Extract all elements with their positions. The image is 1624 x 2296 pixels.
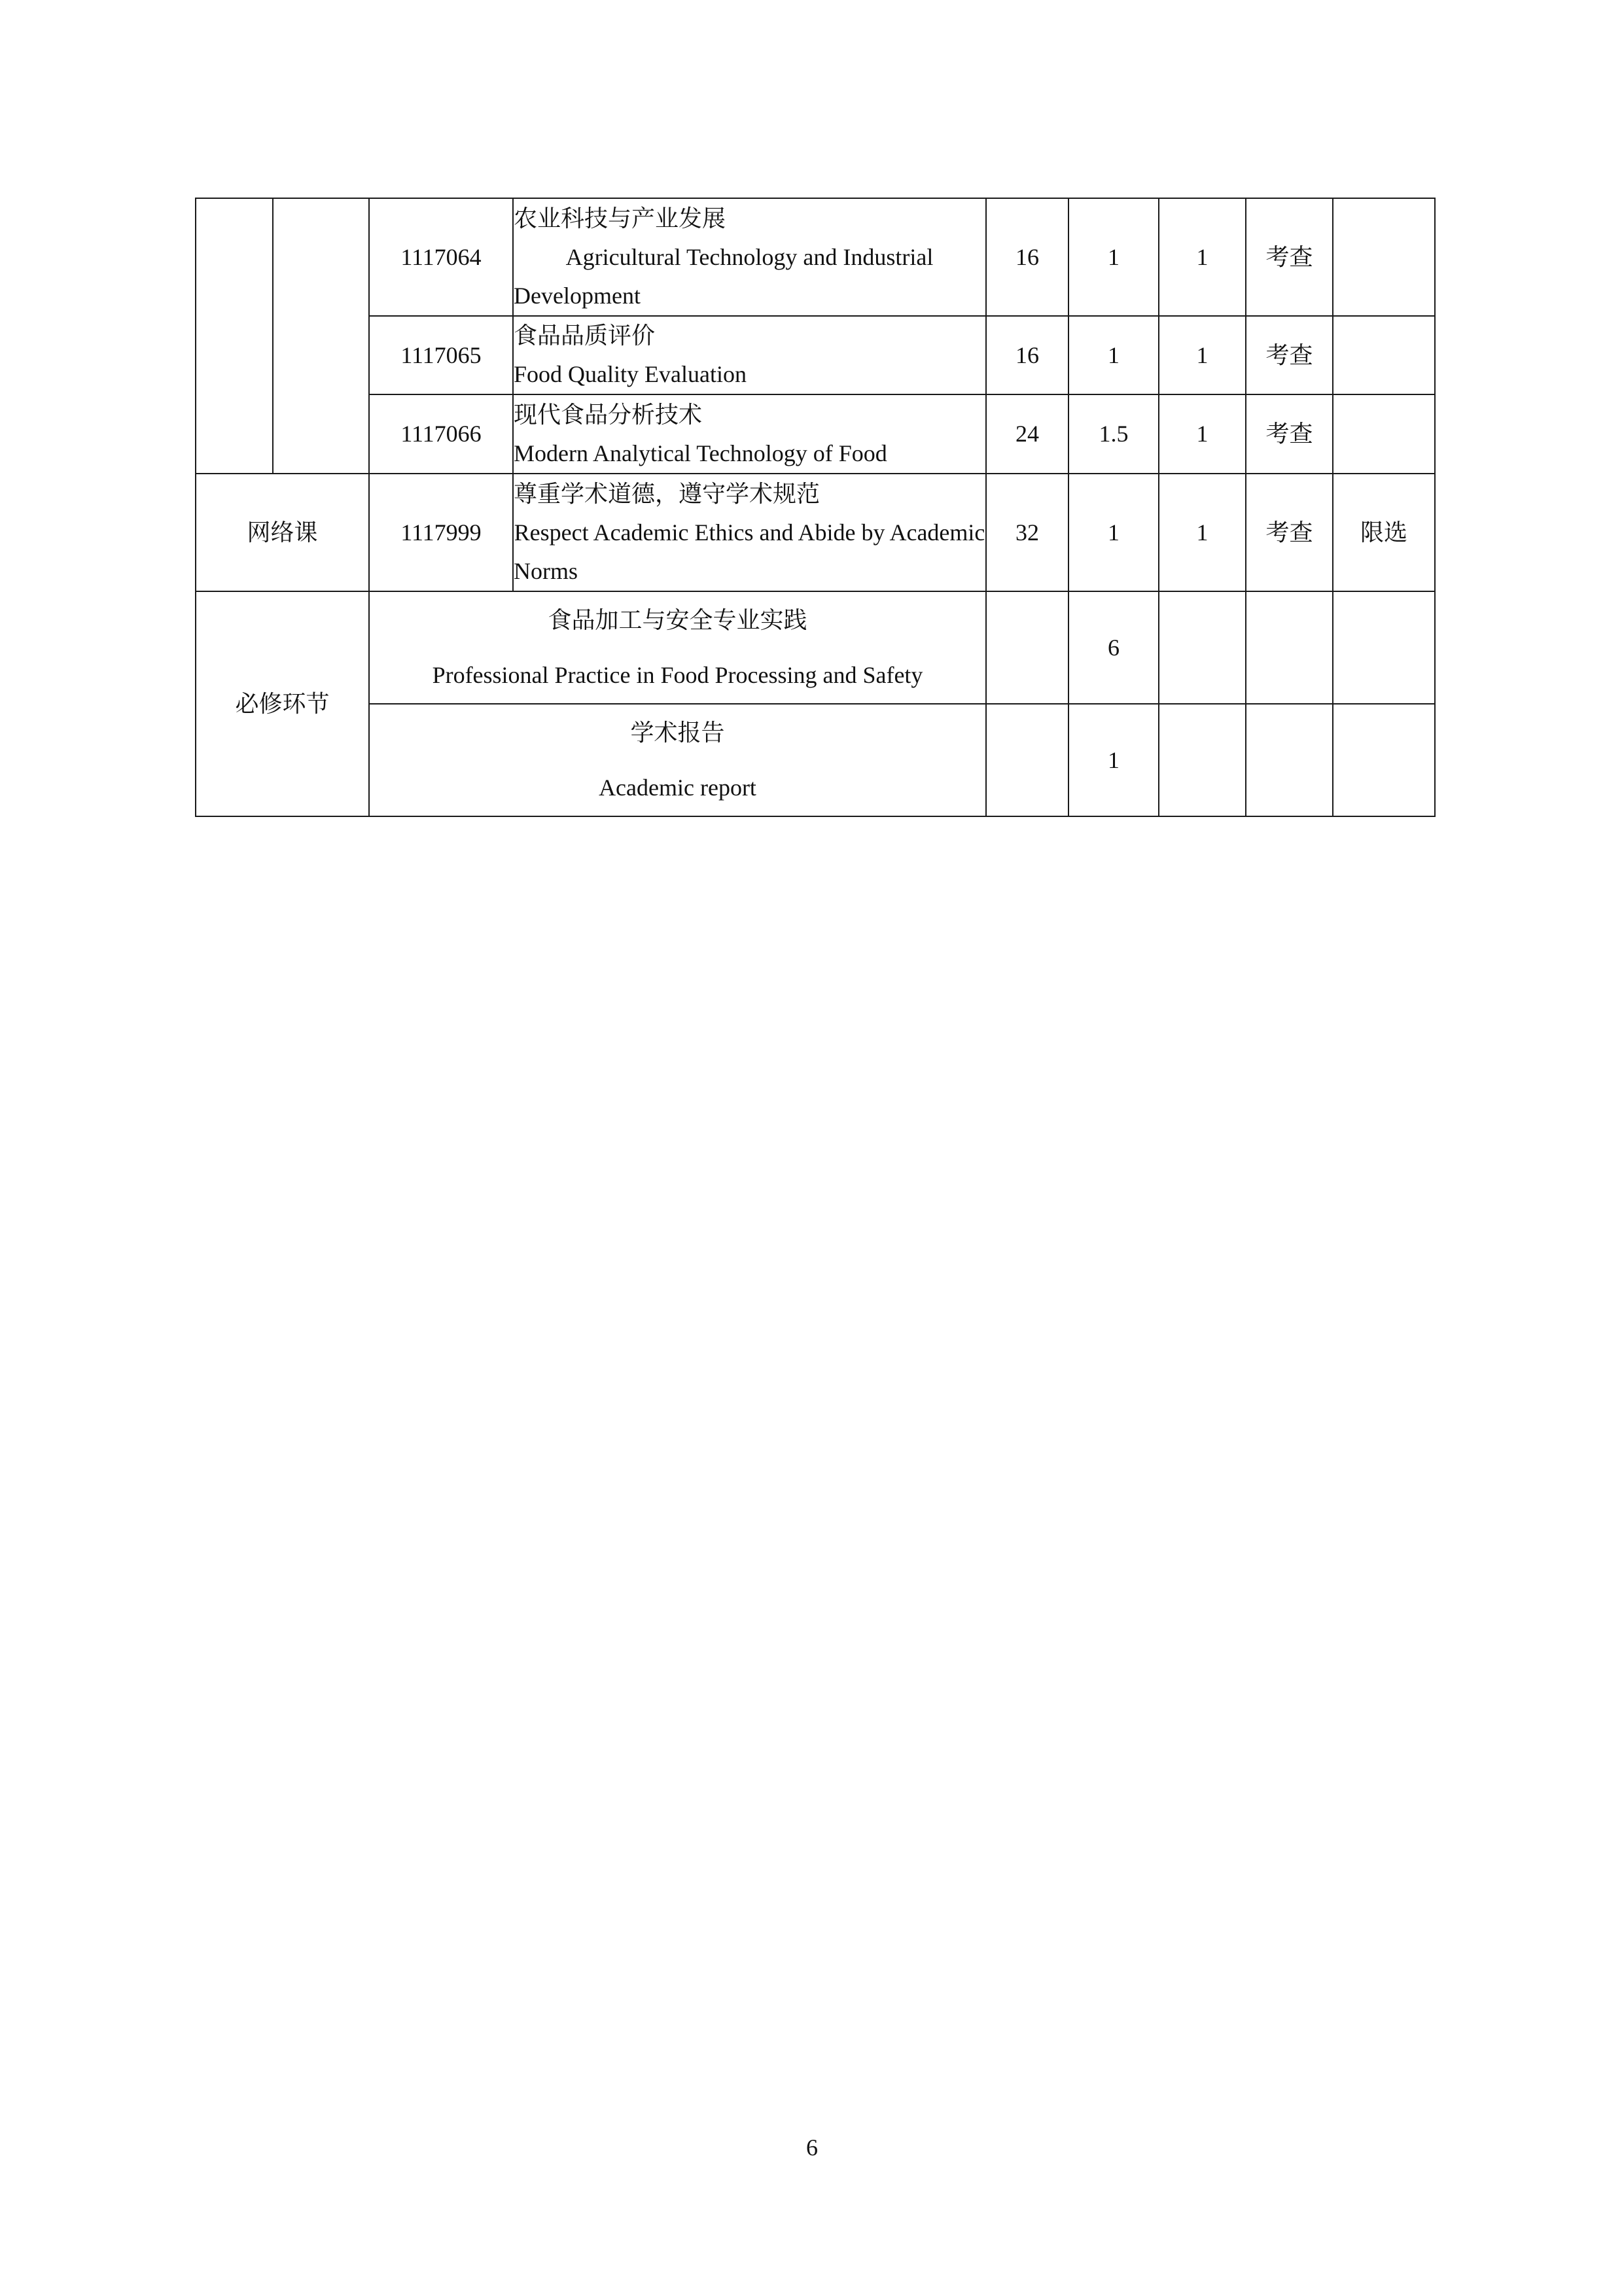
course-hours: 32 bbox=[986, 474, 1068, 591]
required-item-term bbox=[1159, 704, 1246, 816]
course-hours: 16 bbox=[986, 316, 1068, 394]
table-row-required bbox=[196, 704, 1435, 816]
course-term: 1 bbox=[1159, 316, 1246, 394]
required-item-assessment bbox=[1246, 591, 1333, 704]
subcategory-cell-empty bbox=[273, 198, 369, 474]
required-item-name-cn: 学术报告 bbox=[630, 720, 725, 746]
required-item-remark bbox=[1333, 704, 1435, 816]
required-item-name bbox=[369, 704, 986, 816]
course-term: 1 bbox=[1159, 198, 1246, 316]
course-name bbox=[513, 474, 986, 591]
required-item-credits: 1 bbox=[1068, 704, 1159, 816]
online-course-category: 网络课 bbox=[196, 474, 369, 591]
course-remark bbox=[1333, 316, 1435, 394]
course-code: 1117999 bbox=[369, 474, 513, 591]
course-assessment: 考查 bbox=[1246, 198, 1333, 316]
course-name bbox=[513, 316, 986, 394]
course-code: 1117066 bbox=[369, 394, 513, 474]
course-remark: 限选 bbox=[1333, 474, 1435, 591]
required-item-hours bbox=[986, 704, 1068, 816]
course-name-en: Respect Academic Ethics and Abide by Academic Norms bbox=[514, 519, 985, 584]
course-name-cn: 现代食品分析技术 bbox=[514, 401, 703, 428]
required-item-remark bbox=[1333, 591, 1435, 704]
course-code: 1117065 bbox=[369, 316, 513, 394]
table-row bbox=[196, 394, 1435, 474]
required-item-hours bbox=[986, 591, 1068, 704]
table-row bbox=[196, 198, 1435, 316]
course-credits: 1 bbox=[1068, 198, 1159, 316]
course-name-en: Agricultural Technology and Industrial Development bbox=[514, 243, 934, 309]
table-row-online bbox=[196, 474, 1435, 591]
course-assessment: 考查 bbox=[1246, 316, 1333, 394]
course-credits: 1 bbox=[1068, 474, 1159, 591]
course-name bbox=[513, 394, 986, 474]
table-row-required bbox=[196, 591, 1435, 704]
course-name-cn: 尊重学术道德，遵守学术规范 bbox=[514, 480, 821, 507]
course-hours: 16 bbox=[986, 198, 1068, 316]
page-number: 6 bbox=[806, 2134, 818, 2161]
course-hours: 24 bbox=[986, 394, 1068, 474]
required-item-name-en: Academic report bbox=[599, 774, 756, 801]
course-name-cn: 农业科技与产业发展 bbox=[514, 205, 726, 232]
course-name-en: Modern Analytical Technology of Food bbox=[514, 440, 887, 466]
required-item-name-en: Professional Practice in Food Processing and Safety bbox=[432, 662, 923, 688]
required-item-name bbox=[369, 591, 986, 704]
required-item-assessment bbox=[1246, 704, 1333, 816]
course-name-en: Food Quality Evaluation bbox=[514, 361, 747, 387]
course-code: 1117064 bbox=[369, 198, 513, 316]
required-category: 必修环节 bbox=[196, 591, 369, 816]
course-table bbox=[195, 198, 1436, 817]
category-cell-empty bbox=[196, 198, 273, 474]
course-credits: 1.5 bbox=[1068, 394, 1159, 474]
course-name bbox=[513, 198, 986, 316]
required-item-name-cn: 食品加工与安全专业实践 bbox=[548, 607, 807, 633]
course-name-cn: 食品品质评价 bbox=[514, 322, 656, 349]
course-remark bbox=[1333, 394, 1435, 474]
course-remark bbox=[1333, 198, 1435, 316]
required-item-term bbox=[1159, 591, 1246, 704]
table-row bbox=[196, 316, 1435, 394]
course-assessment: 考查 bbox=[1246, 394, 1333, 474]
course-term: 1 bbox=[1159, 474, 1246, 591]
course-credits: 1 bbox=[1068, 316, 1159, 394]
required-item-credits: 6 bbox=[1068, 591, 1159, 704]
course-assessment: 考查 bbox=[1246, 474, 1333, 591]
course-term: 1 bbox=[1159, 394, 1246, 474]
